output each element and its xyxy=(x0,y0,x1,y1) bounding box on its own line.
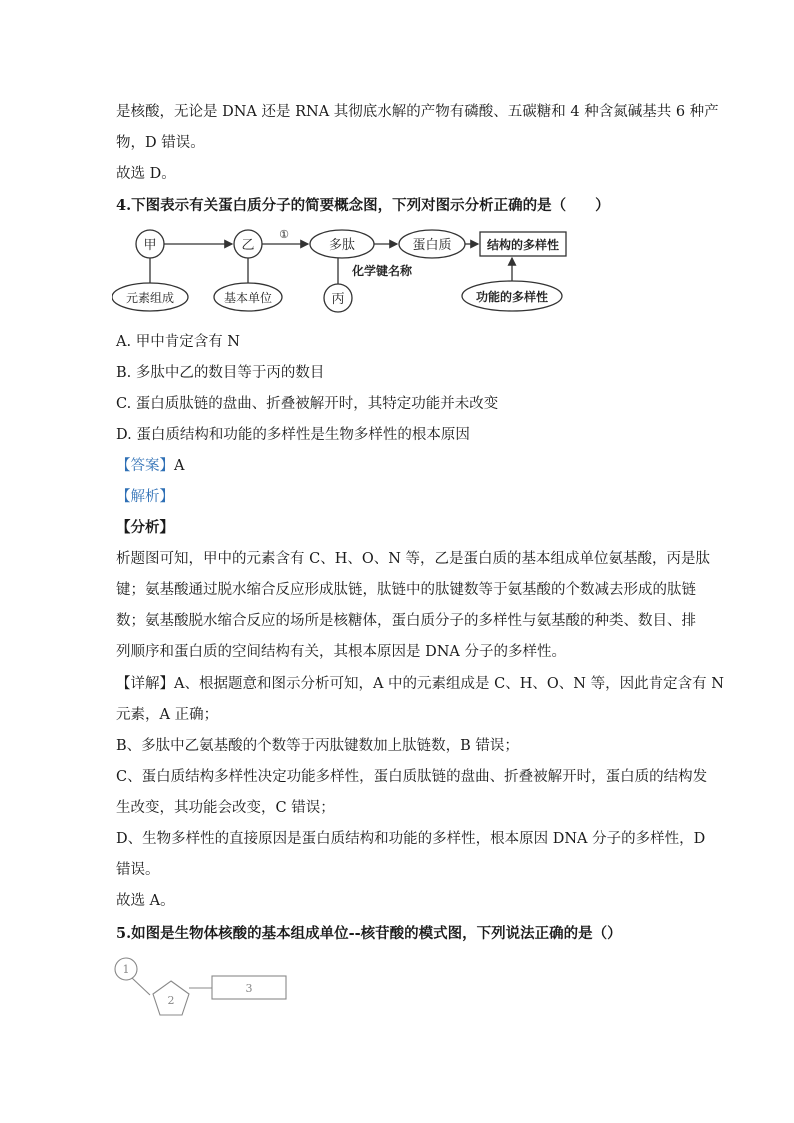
text-line: 物，D 错误。 xyxy=(116,135,205,151)
jiexi-heading: 【解析】 xyxy=(116,489,174,505)
text-line: 故选 D。 xyxy=(116,166,176,182)
detail-line: 元素，A 正确； xyxy=(116,707,219,723)
option-a: A. 甲中肯定含有 N xyxy=(116,334,240,350)
answer-value: A xyxy=(174,458,185,474)
nucleo-label-2: 2 xyxy=(167,994,175,1007)
danbaizhi-label: 蛋白质 xyxy=(412,238,452,253)
jiegou-label: 结构的多样性 xyxy=(486,238,560,252)
detail-line: C、蛋白质结构多样性决定功能多样性，蛋白质肽链的盘曲、折叠被解开时，蛋白质的结构发 xyxy=(116,769,708,785)
nucleotide-diagram xyxy=(112,955,302,1025)
detail-line: D、生物多样性的直接原因是蛋白质结构和功能的多样性，根本原因 DNA 分子的多样性，D xyxy=(116,831,706,847)
text-line: 是核酸，无论是 DNA 还是 RNA 其彻底水解的产物有磷酸、五碳糖和 4 种含氮碱基共 6 种产 xyxy=(116,104,719,120)
analysis-line: 数；氨基酸脱水缩合反应的场所是核糖体，蛋白质分子的多样性与氨基酸的种类、数目、排 xyxy=(116,613,696,629)
nucleo-label-3: 3 xyxy=(245,982,253,995)
jia-label: 甲 xyxy=(143,238,157,253)
duotai-label: 多肽 xyxy=(328,238,356,253)
answer-tag: 【答案】 xyxy=(116,458,174,474)
protein-concept-diagram xyxy=(112,224,572,320)
analysis-line: 列顺序和蛋白质的空间结构有关，其根本原因是 DNA 分子的多样性。 xyxy=(116,644,567,660)
option-b: B. 多肽中乙的数目等于丙的数目 xyxy=(116,365,325,381)
detail-line: 生改变，其功能会改变，C 错误； xyxy=(116,800,335,816)
gongneng-label: 功能的多样性 xyxy=(475,290,549,304)
analysis-line: 析题图可知，甲中的元素含有 C、H、O、N 等，乙是蛋白质的基本组成单位氨基酸，丙是肽 xyxy=(116,551,711,567)
answer-line xyxy=(116,456,184,476)
yuansu-label: 元素组成 xyxy=(125,291,175,305)
huaxuejian-label: 化学键名称 xyxy=(351,264,413,278)
circle1-label: ① xyxy=(279,228,289,241)
yi-label: 乙 xyxy=(241,238,255,253)
analysis-line: 键；氨基酸通过脱水缩合反应形成肽链，肽链中的肽键数等于氨基酸的个数减去形成的肽链 xyxy=(116,582,696,598)
bing-label: 丙 xyxy=(331,292,345,307)
nucleo-label-1: 1 xyxy=(122,963,130,976)
detail-line: 【详解】A、根据题意和图示分析可知，A 中的元素组成是 C、H、O、N 等，因此肯定含有 N xyxy=(116,676,724,692)
detail-line: 错误。 xyxy=(116,862,160,878)
fenxi-heading: 【分析】 xyxy=(116,519,174,536)
question-4: 4.下图表示有关蛋白质分子的简要概念图，下列对图示分析正确的是（ ） xyxy=(116,197,610,214)
option-c: C. 蛋白质肽链的盘曲、折叠被解开时，其特定功能并未改变 xyxy=(116,396,499,412)
option-d: D. 蛋白质结构和功能的多样性是生物多样性的根本原因 xyxy=(116,427,470,443)
jiben-label: 基本单位 xyxy=(223,291,273,305)
detail-line: 故选 A。 xyxy=(116,893,175,909)
question-5: 5.如图是生物体核酸的基本组成单位--核苷酸的模式图，下列说法正确的是（） xyxy=(116,925,622,942)
detail-line: B、多肽中乙氨基酸的个数等于丙肽键数加上肽链数，B 错误； xyxy=(116,738,519,754)
